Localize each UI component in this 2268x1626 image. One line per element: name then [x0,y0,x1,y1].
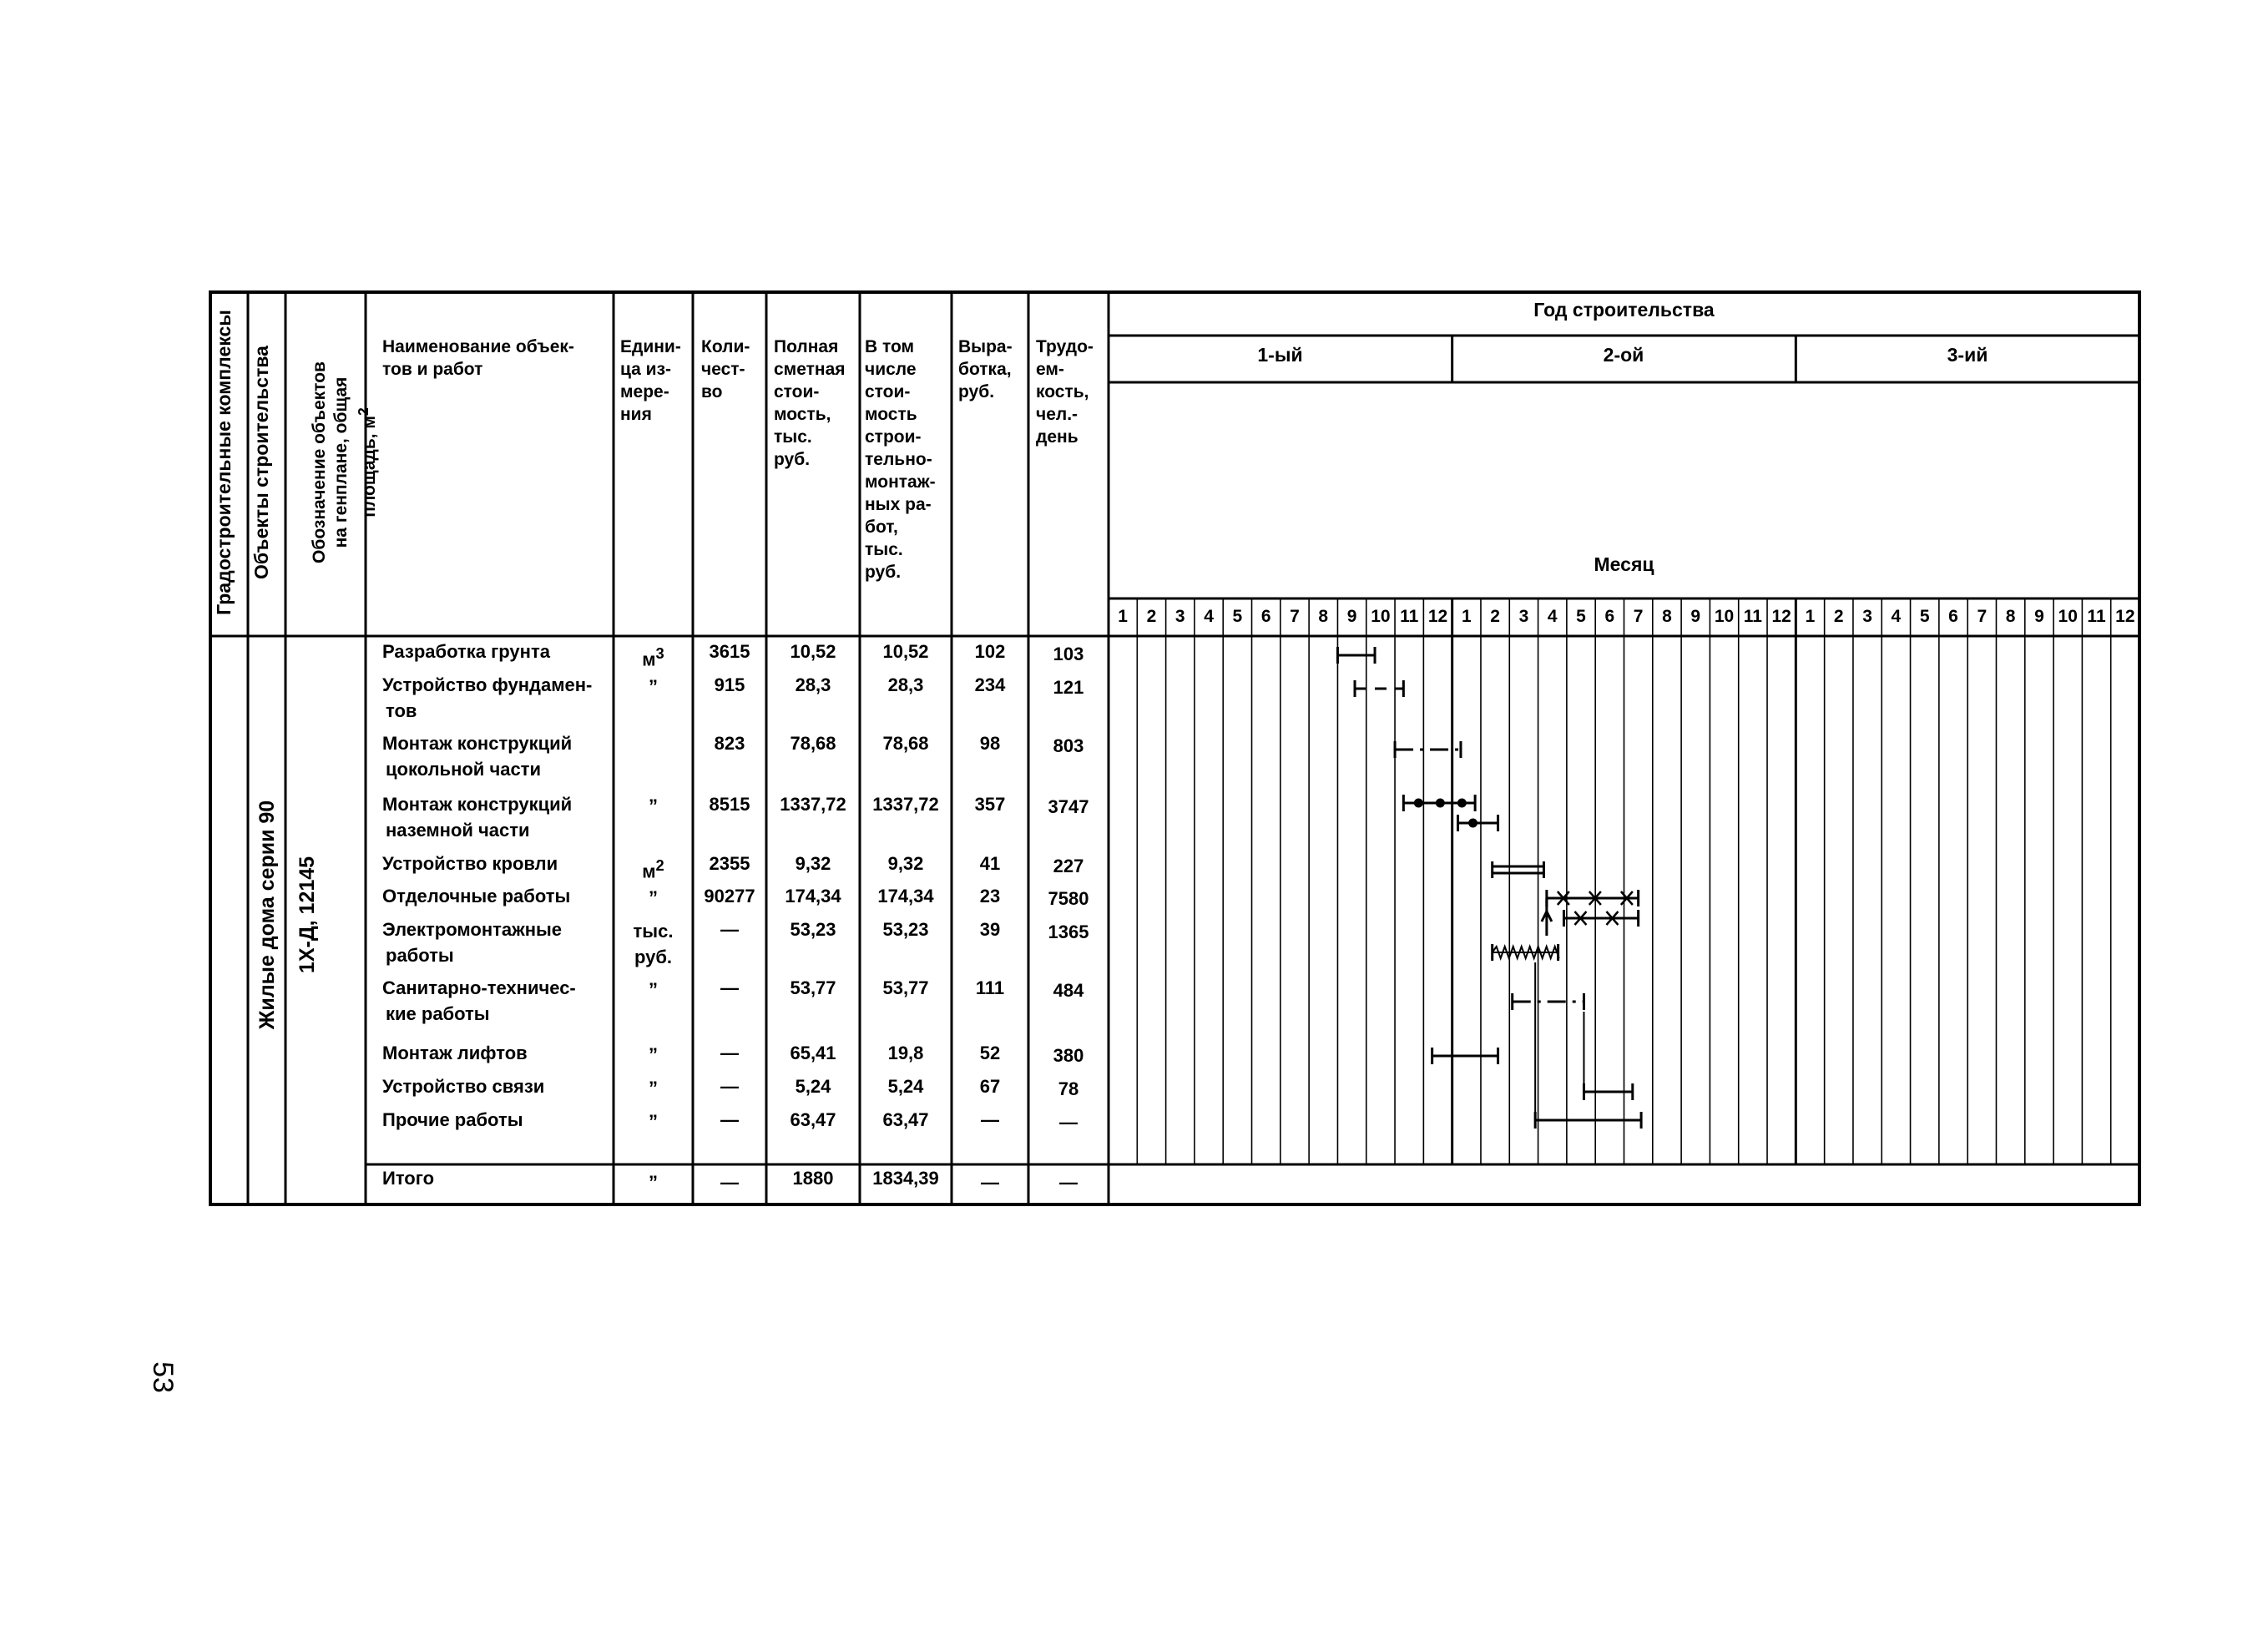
month-number: 10 [2058,607,2078,626]
header-designation [309,291,381,634]
row-incl-cost: 78,68 [882,733,929,754]
row-output: 357 [974,794,1006,815]
row-name-line2: цокольной части [386,759,541,780]
row-unit: ” [649,979,658,1000]
row-output: 52 [979,1043,1001,1063]
row-labor: 380 [1053,1045,1084,1066]
row-labor: 103 [1053,644,1084,664]
month-number: 6 [1948,607,1958,626]
row-output: 98 [979,733,1001,754]
row-total-cost: 9,32 [795,853,831,874]
month-number: 6 [1604,607,1615,626]
header-labor-line1: Трудо- [1036,337,1094,356]
header-qty-line3: во [701,382,723,401]
row-total-cost: 174,34 [785,886,841,906]
month-number: 4 [1547,607,1558,626]
header-output-line3: руб. [958,382,995,401]
month-number: 4 [1891,607,1902,626]
header-unit-line4: ния [620,405,652,424]
month-number: 12 [2115,607,2135,626]
month-number: 7 [1633,607,1644,626]
row-labor: — [1059,1112,1078,1133]
header-total-line5: тыс. [774,427,812,447]
header-total-line1: Полная [774,337,839,356]
row-name: Устройство связи [382,1076,545,1097]
row-incl-cost: 63,47 [882,1109,929,1130]
header-output-line1: Выра- [958,337,1013,356]
total-label: Итого [382,1168,435,1189]
month-number: 7 [1290,607,1300,626]
row-labor: 7580 [1048,888,1089,909]
month-number: 10 [1714,607,1735,626]
header-total-cost [774,336,846,471]
row-name: Электромонтажные [382,919,563,940]
header-designation-line3: площадь, м [360,416,379,518]
row-qty: 2355 [709,853,750,874]
bar-dot [1457,799,1466,807]
header-designation-line2: на генплане, общая [331,376,351,548]
row-name: Прочие работы [382,1109,523,1130]
header-incl-line11: руб. [865,563,902,582]
row-incl-cost: 28,3 [887,674,924,695]
header-objects: Объекты строительства [250,346,272,579]
year-1: 1-ый [1257,344,1303,366]
header-incl-line10: тыс. [865,540,903,559]
row-unit-sup: 3 [655,644,664,662]
row-labor: 3747 [1048,796,1089,817]
month-number: 4 [1204,607,1214,626]
header-name-line2: тов и работ [382,360,483,379]
row-incl-cost: 10,52 [882,641,929,662]
total-incl-cost: 1834,39 [872,1168,939,1189]
row-name-line2: работы [386,945,454,966]
schedule-bar [1395,741,1461,758]
row-labor: 78 [1058,1078,1079,1099]
total-qty: — [720,1172,739,1193]
month-number: 3 [1174,607,1185,626]
total-cost: 1880 [792,1168,834,1189]
row-unit-sup: 2 [655,856,664,874]
bar-dot [1414,799,1422,807]
header-name-line1: Наименование объек- [382,337,574,356]
row-qty: — [720,1043,739,1063]
row-name: Устройство кровли [382,853,558,874]
header-qty [701,336,750,403]
row-total-cost: 5,24 [795,1076,831,1097]
row-incl-cost: 53,77 [882,977,929,998]
month-number: 9 [2034,607,2044,626]
row-unit: ” [649,1111,658,1132]
row-total-cost: 78,68 [790,733,836,754]
month-number: 1 [1805,607,1816,626]
row-incl-cost: 53,23 [882,919,929,940]
row-qty: — [720,977,739,998]
month-number: 10 [1371,607,1391,626]
row-incl-cost: 1337,72 [872,794,939,815]
row-labor: 121 [1053,677,1084,698]
month-number: 12 [1427,607,1448,626]
header-total-line4: мость, [774,405,831,424]
header-designation-line1: Обозначение объектов [310,361,329,563]
row-qty: — [720,919,739,940]
header-incl-line9: бот, [865,518,898,537]
row-qty: — [720,1109,739,1130]
schedule-connectors [1535,898,1584,1120]
row-unit: тыс. [633,921,674,942]
month-number: 11 [1400,607,1419,626]
row-total-cost: 28,3 [795,674,831,695]
row-labor: 1365 [1048,922,1089,942]
month-number: 5 [1576,607,1586,626]
row-unit: ” [649,676,658,697]
header-complexes: Градостроительные комплексы [213,310,235,615]
row-qty: 90277 [704,886,755,906]
total-output: — [981,1172,999,1193]
header-labor-line5: день [1036,427,1078,447]
month-number: 1 [1118,607,1128,626]
header-total-line6: руб. [774,450,811,469]
row-total-cost: 65,41 [790,1043,836,1063]
row-qty: 823 [714,733,745,754]
row-name: Санитарно-техничес- [382,977,576,998]
schedule-bar [1584,1083,1632,1100]
row-name: Монтаж лифтов [382,1043,528,1063]
row-total-cost: 10,52 [790,641,836,662]
header-labor-line2: ем- [1036,360,1064,379]
header-qty-line2: чест- [701,360,745,379]
row-output: 41 [979,853,1001,874]
row-name: Монтаж конструкций [382,794,573,815]
row-name: Отделочные работы [382,886,571,906]
year-2: 2-ой [1603,344,1644,366]
month-number: 7 [1977,607,1988,626]
row-unit: ” [649,1044,658,1065]
object-name: Жилые дома серии 90 [255,800,279,1030]
month-number: 3 [1518,607,1529,626]
header-incl-line1: В том [865,337,915,356]
row-total-cost: 1337,72 [780,794,846,815]
month-number: 2 [1146,607,1157,626]
month-number: 1 [1461,607,1472,626]
row-name: Разработка грунта [382,641,550,662]
schedule-bar [1535,1112,1641,1129]
row-unit: ” [649,795,658,816]
row-labor: 484 [1053,980,1084,1001]
schedule-bar [1355,680,1403,697]
row-name-line2: тов [386,700,417,721]
row-incl-cost: 19,8 [887,1043,924,1063]
schedule-bar [1432,1048,1498,1064]
row-total-cost: 53,23 [790,919,836,940]
schedule-bar [1563,910,1638,927]
header-incl-cost [865,336,936,583]
month-number: 11 [2087,607,2106,626]
row-output: — [981,1109,999,1130]
schedule-bar [1403,795,1475,811]
header-total-line2: сметная [774,360,846,379]
header-labor-line3: кость, [1036,382,1089,401]
header-labor-line4: чел.- [1036,405,1078,424]
total-labor: — [1059,1172,1078,1193]
row-name: Монтаж конструкций [382,733,573,754]
header-unit [620,336,681,426]
header-name [382,336,574,381]
row-unit: $м^2$ [642,856,664,882]
row-labor: 803 [1053,735,1084,756]
header-incl-line8: ных ра- [865,495,932,514]
row-output: 102 [974,641,1006,662]
year-title: Год строительства [1533,299,1715,321]
bar-dot [1436,799,1444,807]
schedule-bar [1493,861,1544,878]
month-number: 12 [1771,607,1791,626]
header-incl-line3: стои- [865,382,911,401]
header-incl-line4: мость [865,405,917,424]
header-total-line3: стои- [774,382,820,401]
row-name-line2: наземной части [386,820,530,841]
header-unit-line1: Едини- [620,337,681,356]
row-incl-cost: 9,32 [887,853,924,874]
row-name-line2: кие работы [386,1003,490,1024]
header-output-line2: ботка, [958,360,1012,379]
header-designation-sup: 2 [355,407,371,417]
month-number: 6 [1260,607,1271,626]
month-number: 3 [1862,607,1872,626]
row-unit-line2: руб. [634,947,673,967]
row-unit: ” [649,1078,658,1098]
month-number: 2 [1833,607,1844,626]
month-number: 8 [1318,607,1329,626]
month-number: 11 [1743,607,1762,626]
schedule-bar [1493,944,1559,961]
row-labor: 227 [1053,856,1084,876]
row-output: 23 [979,886,1001,906]
row-qty: 3615 [709,641,750,662]
year-3: 3-ий [1947,344,1988,366]
month-number: 8 [1662,607,1672,626]
object-designation: 1Х-Д, 12145 [295,856,319,974]
row-output: 111 [975,977,1005,998]
schedule-bar [1458,815,1498,831]
row-name: Устройство фундамен- [382,674,593,695]
month-title: Месяц [1594,553,1654,575]
row-output: 39 [979,919,1001,940]
header-output [958,336,1013,403]
row-incl-cost: 5,24 [887,1076,924,1097]
header-incl-line2: числе [865,360,917,379]
row-qty: 915 [714,674,745,695]
month-number: 9 [1690,607,1701,626]
month-number: 2 [1490,607,1500,626]
month-number: 5 [1919,607,1930,626]
header-labor [1036,336,1094,448]
row-output: 234 [974,674,1006,695]
header-unit-line3: мере- [620,382,669,401]
schedule-bar [1513,993,1584,1010]
row-total-cost: 53,77 [790,977,836,998]
month-number: 9 [1346,607,1357,626]
bar-dot [1469,819,1477,827]
row-unit: $м^3$ [642,644,664,670]
header-qty-line1: Коли- [701,337,750,356]
total-unit: ” [649,1172,658,1193]
row-qty: — [720,1076,739,1097]
row-output: 67 [979,1076,1001,1097]
header-unit-line2: ца из- [620,360,672,379]
header-incl-line6: тельно- [865,450,932,469]
page-number: 53 [147,1361,179,1393]
schedule-bar [1337,647,1375,664]
month-number: 8 [2005,607,2016,626]
row-incl-cost: 174,34 [877,886,934,906]
row-qty: 8515 [709,794,750,815]
row-total-cost: 63,47 [790,1109,836,1130]
month-number: 5 [1232,607,1243,626]
header-incl-line7: монтаж- [865,472,936,492]
header-incl-line5: строи- [865,427,922,447]
row-unit: ” [649,887,658,908]
